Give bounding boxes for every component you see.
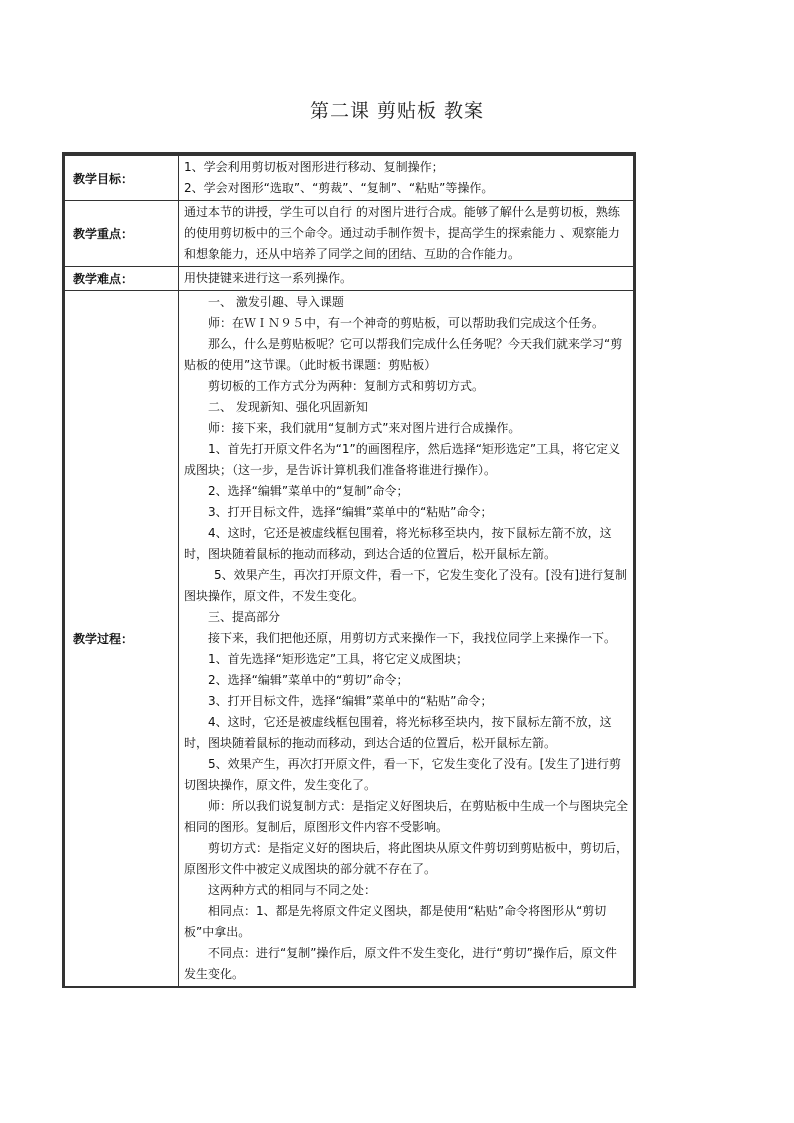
process-paragraph: 相同点：1、都是先将原文件定义图块，都是使用“粘贴”命令将图形从“剪切板”中拿出。 (184, 904, 607, 939)
process-paragraph: 一、 激发引趣、导入课题 (208, 295, 344, 309)
table-row-process (64, 291, 635, 988)
process-paragraph: 不同点：进行“复制”操作后，原文件不发生变化，进行“剪切”操作后，原文件发生变化。 (184, 946, 617, 981)
process-paragraph: 5、效果产生，再次打开原文件，看一下，它发生变化了没有。[没有]进行复制图块操作，原文件，不发生变化。 (184, 568, 628, 603)
difficulty-label: 教学难点： (64, 267, 179, 291)
process-content (179, 291, 635, 988)
process-paragraph: 4、这时，它还是被虚线框包围着，将光标移至块内，按下鼠标左箭不放，这时，图块随着鼠标的拖动而移动，到达合适的位置后，松开鼠标左箭。 (184, 715, 612, 750)
difficulty-content (179, 267, 635, 291)
table-row-difficulty (64, 267, 635, 291)
table-row-goal (64, 154, 635, 201)
process-paragraph: 3、打开目标文件，选择“编辑”菜单中的“粘贴”命令； (208, 694, 493, 708)
goal-label: 教学目标： (64, 154, 179, 201)
process-paragraph: 1、首先选择“矩形选定”工具，将它定义成图块； (208, 652, 469, 666)
process-paragraph: 这两种方式的相同与不同之处： (208, 883, 377, 897)
page-title: 第二课 剪贴板 教案 (309, 100, 485, 122)
process-paragraph: 师：在ＷＩＮ９５中，有一个神奇的剪贴板，可以帮助我们完成这个任务。 (208, 316, 605, 330)
goal-line-2: 2、学会对图形“选取”、“剪裁”、“复制”、“粘贴”等操作。 (184, 181, 494, 195)
process-paragraph: 2、选择“编辑”菜单中的“复制”命令； (208, 484, 409, 498)
process-paragraph: 5、效果产生，再次打开原文件，看一下，它发生变化了没有。[发生了]进行剪切图块操作，原文件，发生变化了。 (184, 757, 622, 792)
process-paragraph: 4、这时，它还是被虚线框包围着，将光标移至块内，按下鼠标左箭不放，这时，图块随着鼠标的拖动而移动，到达合适的位置后，松开鼠标左箭。 (184, 526, 612, 561)
process-paragraph: 三、提高部分 (208, 610, 281, 624)
process-paragraph: 二、 发现新知、强化巩固新知 (208, 400, 368, 414)
process-paragraph: 1、首先打开原文件名为“1”的画图程序，然后选择“矩形选定”工具，将它定义成图块；（这一步，是告诉计算机我们准备将谁进行操作）。 (184, 442, 621, 477)
goal-content (179, 154, 635, 201)
goal-line-1: 1、学会利用剪切板对图形进行移动、复制操作； (184, 160, 444, 174)
process-paragraph: 师：接下来，我们就用“复制方式”来对图片进行合成操作。 (208, 421, 521, 435)
process-label: 教学过程： (64, 291, 179, 988)
difficulty-text: 用快捷键来进行这一系列操作。 (184, 271, 353, 285)
process-paragraph: 2、选择“编辑”菜单中的“剪切”命令； (208, 673, 409, 687)
process-paragraph: 那么，什么是剪贴板呢？它可以帮我们完成什么任务呢？今天我们就来学习“剪贴板的使用”这节课。（此时板书课题：剪贴板） (184, 337, 623, 372)
focus-label: 教学重点： (64, 201, 179, 267)
process-paragraph: 师：所以我们说复制方式：是指定义好图块后，在剪贴板中生成一个与图块完全相同的图形。复制后，原图形文件内容不受影响。 (184, 799, 629, 834)
focus-text: 通过本节的讲授，学生可以自行 的对图片进行合成。能够了解什么是剪切板，熟练的使用剪切板中的三个命令。通过动手制作贺卡，提高学生的探索能力 、观察能力和想象能力，还从中培养了同学之间的团结、互助的合作能力。 (184, 205, 620, 261)
process-paragraph: 3、打开目标文件，选择“编辑”菜单中的“粘贴”命令； (208, 505, 493, 519)
process-paragraph: 剪切方式：是指定义好的图块后，将此图块从原文件剪切到剪贴板中，剪切后，原图形文件中被定义成图块的部分就不存在了。 (184, 841, 629, 876)
process-paragraph: 接下来，我们把他还原，用剪切方式来操作一下，我找位同学上来操作一下。 (208, 631, 617, 645)
focus-content (179, 201, 635, 267)
table-row-focus (64, 201, 635, 267)
lesson-plan-table (62, 152, 636, 988)
process-paragraph: 剪切板的工作方式分为两种：复制方式和剪切方式。 (208, 379, 485, 393)
